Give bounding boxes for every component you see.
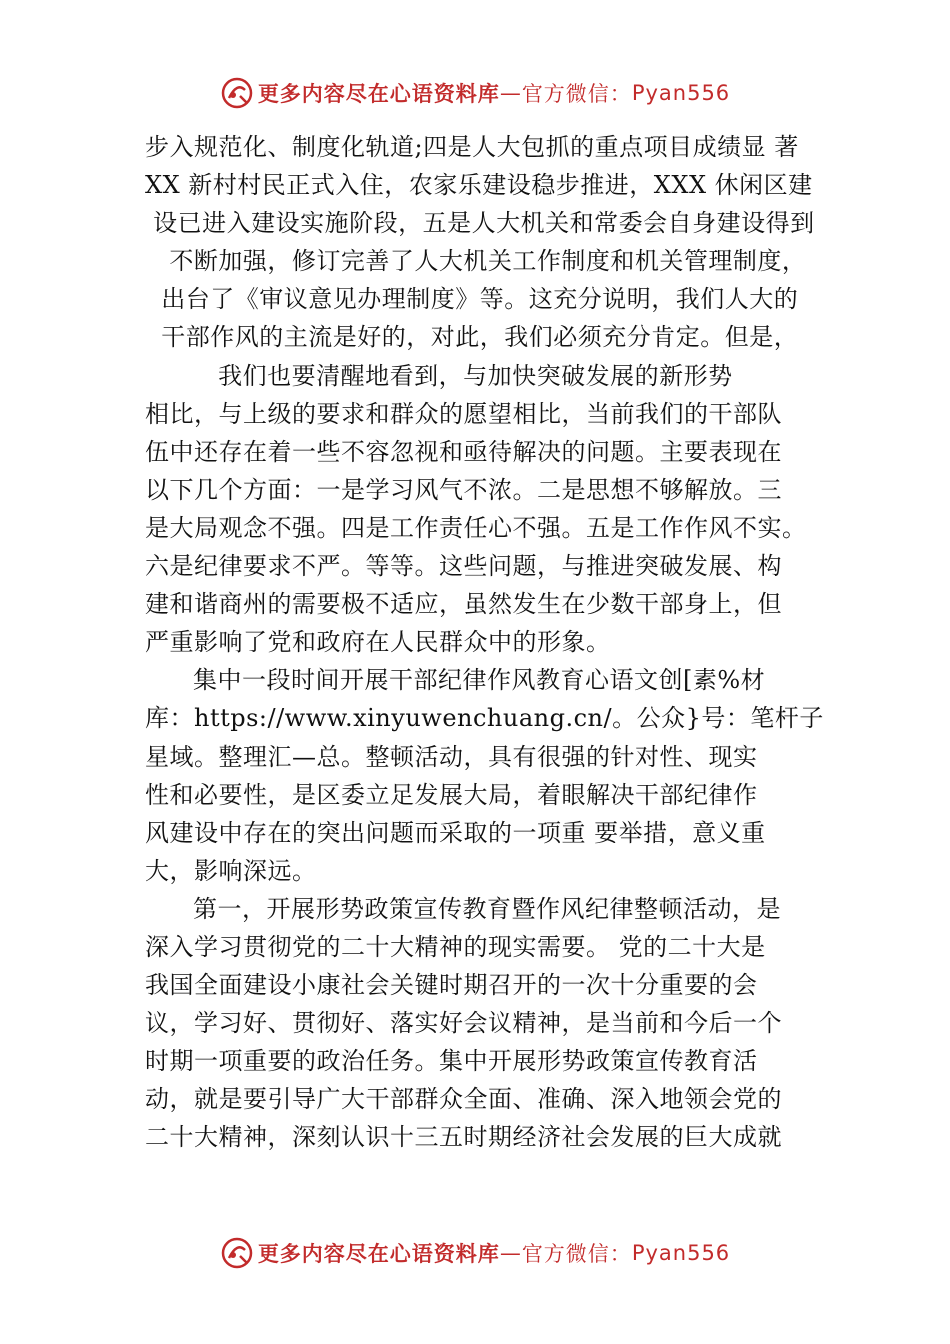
text-line: 相比，与上级的要求和群众的愿望相比，当前我们的干部队 (145, 399, 782, 428)
text-line: 性和必要性，是区委立足发展大局，着眼解决干部纪律作 (145, 780, 758, 809)
banner-official: 官方微信： (521, 1242, 632, 1266)
text-line: 建和谐商州的需要极不适应，虽然发生在少数干部身上，但 (145, 590, 782, 619)
text-line: 步入规范化、制度化轨道;四是人大包抓的重点项目成绩显 著 (145, 133, 799, 161)
text-line: 星域。整理汇—总。整顿活动，具有很强的针对性、现实 (145, 742, 758, 771)
text-line: 不断加强，修订完善了人大机关工作制度和机关管理制度， (145, 247, 807, 276)
text-line: 时期一项重要的政治任务。集中开展形势政策宣传教育活 (145, 1047, 758, 1076)
banner-dash: — (499, 81, 522, 105)
banner-wechat-id: Pyan556 (631, 1241, 731, 1265)
banner-dash: — (499, 1241, 522, 1265)
text-line: 伍中还存在着一些不容忽视和亟待解决的问题。主要表现在 (145, 437, 782, 466)
text-line: 是大局观念不强。四是工作责任心不强。五是工作作风不实。 (145, 513, 807, 542)
text-line: 二十大精神，深刻认识十三五时期经济社会发展的巨大成就 (145, 1123, 782, 1152)
text-line: 议，学习好、贯彻好、落实好会议精神，是当前和今后一个 (145, 1009, 782, 1038)
text-line: 我国全面建设小康社会关键时期召开的一次十分重要的会 (145, 971, 758, 1000)
logo-icon (220, 1236, 254, 1270)
text-line: 出台了《审议意见办理制度》等。这充分说明，我们人大的 (145, 285, 799, 314)
text-line: 风建设中存在的突出问题而采取的一项重 要举措，意义重 (145, 818, 766, 847)
text-line: 深入学习贯彻党的二十大精神的现实需要。 党的二十大是 (145, 932, 766, 961)
header-banner (0, 68, 950, 118)
text-line: 大，影响深远。 (145, 856, 317, 885)
text-line: 六是纪律要求不严。等等。这些问题，与推进突破发展、构 (145, 552, 782, 581)
banner-official: 官方微信： (521, 82, 632, 106)
text-line: XX 新村村民正式入住，农家乐建设稳步推进，XXX 休闲区建 (145, 171, 813, 200)
logo-icon (220, 76, 254, 110)
text-line: 库：https://www.xinyuwenchuang.cn/。公众}号：笔杆子 (145, 704, 824, 733)
text-line: 以下几个方面：一是学习风气不浓。二是思想不够解放。三 (145, 475, 782, 504)
banner-title: 更多内容尽在心语资料库 (257, 82, 500, 106)
document-body (145, 128, 824, 1157)
text-line: 干部作风的主流是好的，对此，我们必须充分肯定。但是， (145, 323, 799, 352)
text-line: 集中一段时间开展干部纪律作风教育心语文创[素%材 (193, 666, 766, 695)
text-line: 我们也要清醒地看到，与加快突破发展的新形势 (145, 361, 733, 390)
text-line: 动，就是要引导广大干部群众全面、准确、深入地领会党的 (145, 1085, 782, 1114)
text-line: 第一，开展形势政策宣传教育暨作风纪律整顿活动，是 (193, 894, 781, 923)
text-line: 严重影响了党和政府在人民群众中的形象。 (145, 628, 611, 657)
footer-banner (0, 1228, 950, 1278)
banner-wechat-id: Pyan556 (631, 81, 731, 105)
text-line: 设已进入建设实施阶段，五是人大机关和常委会自身建设得到 (145, 209, 815, 238)
banner-title: 更多内容尽在心语资料库 (257, 1242, 500, 1266)
